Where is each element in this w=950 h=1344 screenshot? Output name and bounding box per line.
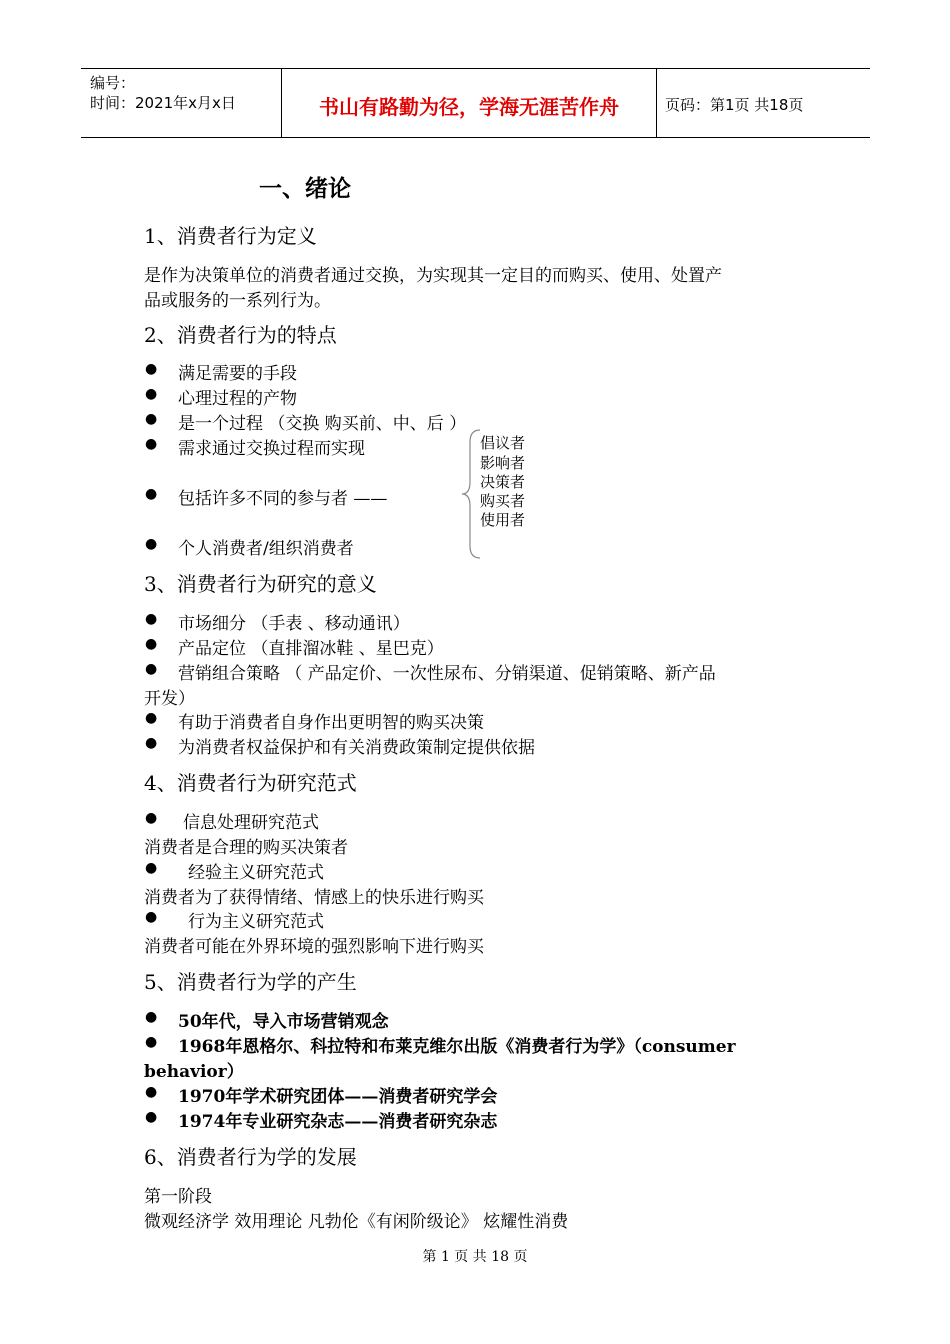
s4-item: 经验主义研究范式 xyxy=(188,863,324,883)
s4-desc: 消费者可能在外界环境的强烈影响下进行购买 xyxy=(144,937,484,957)
s3-item: 有助于消费者自身作出更明智的购买决策 xyxy=(178,713,484,733)
s4-desc: 消费者是合理的购买决策者 xyxy=(144,838,348,858)
doc-code-label: 编号： xyxy=(90,74,136,92)
bullet-icon: ● xyxy=(145,710,158,726)
header-page-number: 页码：第1页 共18页 xyxy=(665,96,804,114)
s2-item: 包括许多不同的参与者 —— xyxy=(178,489,388,509)
s3-item: 为消费者权益保护和有关消费政策制定提供依据 xyxy=(178,738,535,758)
header-motto: 书山有路勤为径，学海无涯苦作舟 xyxy=(319,95,619,119)
s5-item: 50年代，导入市场营销观念 xyxy=(178,1012,389,1032)
bullet-icon: ● xyxy=(145,486,158,502)
bullet-icon: ● xyxy=(145,1084,158,1100)
doc-date: 时间：2021年x月x日 xyxy=(90,94,236,112)
bullet-icon: ● xyxy=(145,735,158,751)
bullet-icon: ● xyxy=(145,1109,158,1125)
participant-item: 购买者 xyxy=(480,492,526,510)
page-footer: 第 1 页 共 18 页 xyxy=(422,1249,528,1265)
section-6-heading: 6、消费者行为学的发展 xyxy=(144,1145,357,1169)
bullet-icon: ● xyxy=(145,810,158,826)
bullet-icon: ● xyxy=(145,361,158,377)
header-left-cell xyxy=(81,69,281,137)
s3-item: 产品定位 （直排溜冰鞋 、星巴克） xyxy=(178,639,444,659)
bullet-icon: ● xyxy=(145,611,158,627)
s2-item: 需求通过交换过程而实现 xyxy=(178,439,365,459)
participant-item: 使用者 xyxy=(480,511,526,529)
s2-item: 心理过程的产物 xyxy=(178,389,297,409)
s3-item-continuation: 开发） xyxy=(144,689,195,709)
section-2-heading: 2、消费者行为的特点 xyxy=(144,323,337,347)
header-right-cell xyxy=(656,69,870,137)
bullet-icon: ● xyxy=(145,860,158,876)
bullet-icon: ● xyxy=(145,636,158,652)
s3-item: 营销组合策略 （ 产品定价、一次性尿布、分销渠道、促销策略、新产品 xyxy=(178,664,716,684)
section-5-heading: 5、消费者行为学的产生 xyxy=(144,970,357,994)
s1-text-line-2: 品或服务的一系列行为。 xyxy=(144,291,331,311)
s5-item-continuation: behavior） xyxy=(144,1062,244,1082)
s2-item: 是一个过程 （交换 购买前、中、后 ） xyxy=(178,414,467,434)
section-4-heading: 4、消费者行为研究范式 xyxy=(144,771,357,795)
s4-item: 信息处理研究范式 xyxy=(183,813,319,833)
participant-item: 决策者 xyxy=(480,473,526,491)
bullet-icon: ● xyxy=(145,661,158,677)
participant-item: 影响者 xyxy=(480,454,526,472)
s3-item: 市场细分 （手表 、移动通讯） xyxy=(178,614,410,634)
bullet-icon: ● xyxy=(145,1034,158,1050)
s4-item: 行为主义研究范式 xyxy=(188,912,324,932)
bullet-icon: ● xyxy=(145,909,158,925)
bullet-icon: ● xyxy=(145,536,158,552)
bullet-icon: ● xyxy=(145,1009,158,1025)
s5-item: 1970年学术研究团体——消费者研究学会 xyxy=(178,1087,498,1107)
s5-item: 1968年恩格尔、科拉特和布莱克维尔出版《消费者行为学》（consumer xyxy=(178,1037,736,1057)
bullet-icon: ● xyxy=(145,386,158,402)
section-1-heading: 1、消费者行为定义 xyxy=(144,224,317,248)
bullet-icon: ● xyxy=(145,436,158,452)
s1-text-line-1: 是作为决策单位的消费者通过交换，为实现其一定目的而购买、使用、处置产 xyxy=(144,266,722,286)
s2-item: 个人消费者/组织消费者 xyxy=(178,539,354,559)
s6-stage-label: 第一阶段 xyxy=(144,1187,212,1207)
s4-desc: 消费者为了获得情绪、情感上的快乐进行购买 xyxy=(144,888,484,908)
s2-item: 满足需要的手段 xyxy=(178,364,297,384)
s6-text-line: 微观经济学 效用理论 凡勃伦《有闲阶级论》 炫耀性消费 xyxy=(144,1212,569,1232)
document-header xyxy=(81,68,870,138)
participant-item: 倡议者 xyxy=(480,434,526,452)
chapter-title: 一、绪论 xyxy=(259,175,351,202)
header-middle-cell xyxy=(281,69,657,137)
bullet-icon: ● xyxy=(145,411,158,427)
section-3-heading: 3、消费者行为研究的意义 xyxy=(144,572,377,596)
s5-item: 1974年专业研究杂志——消费者研究杂志 xyxy=(178,1112,498,1132)
